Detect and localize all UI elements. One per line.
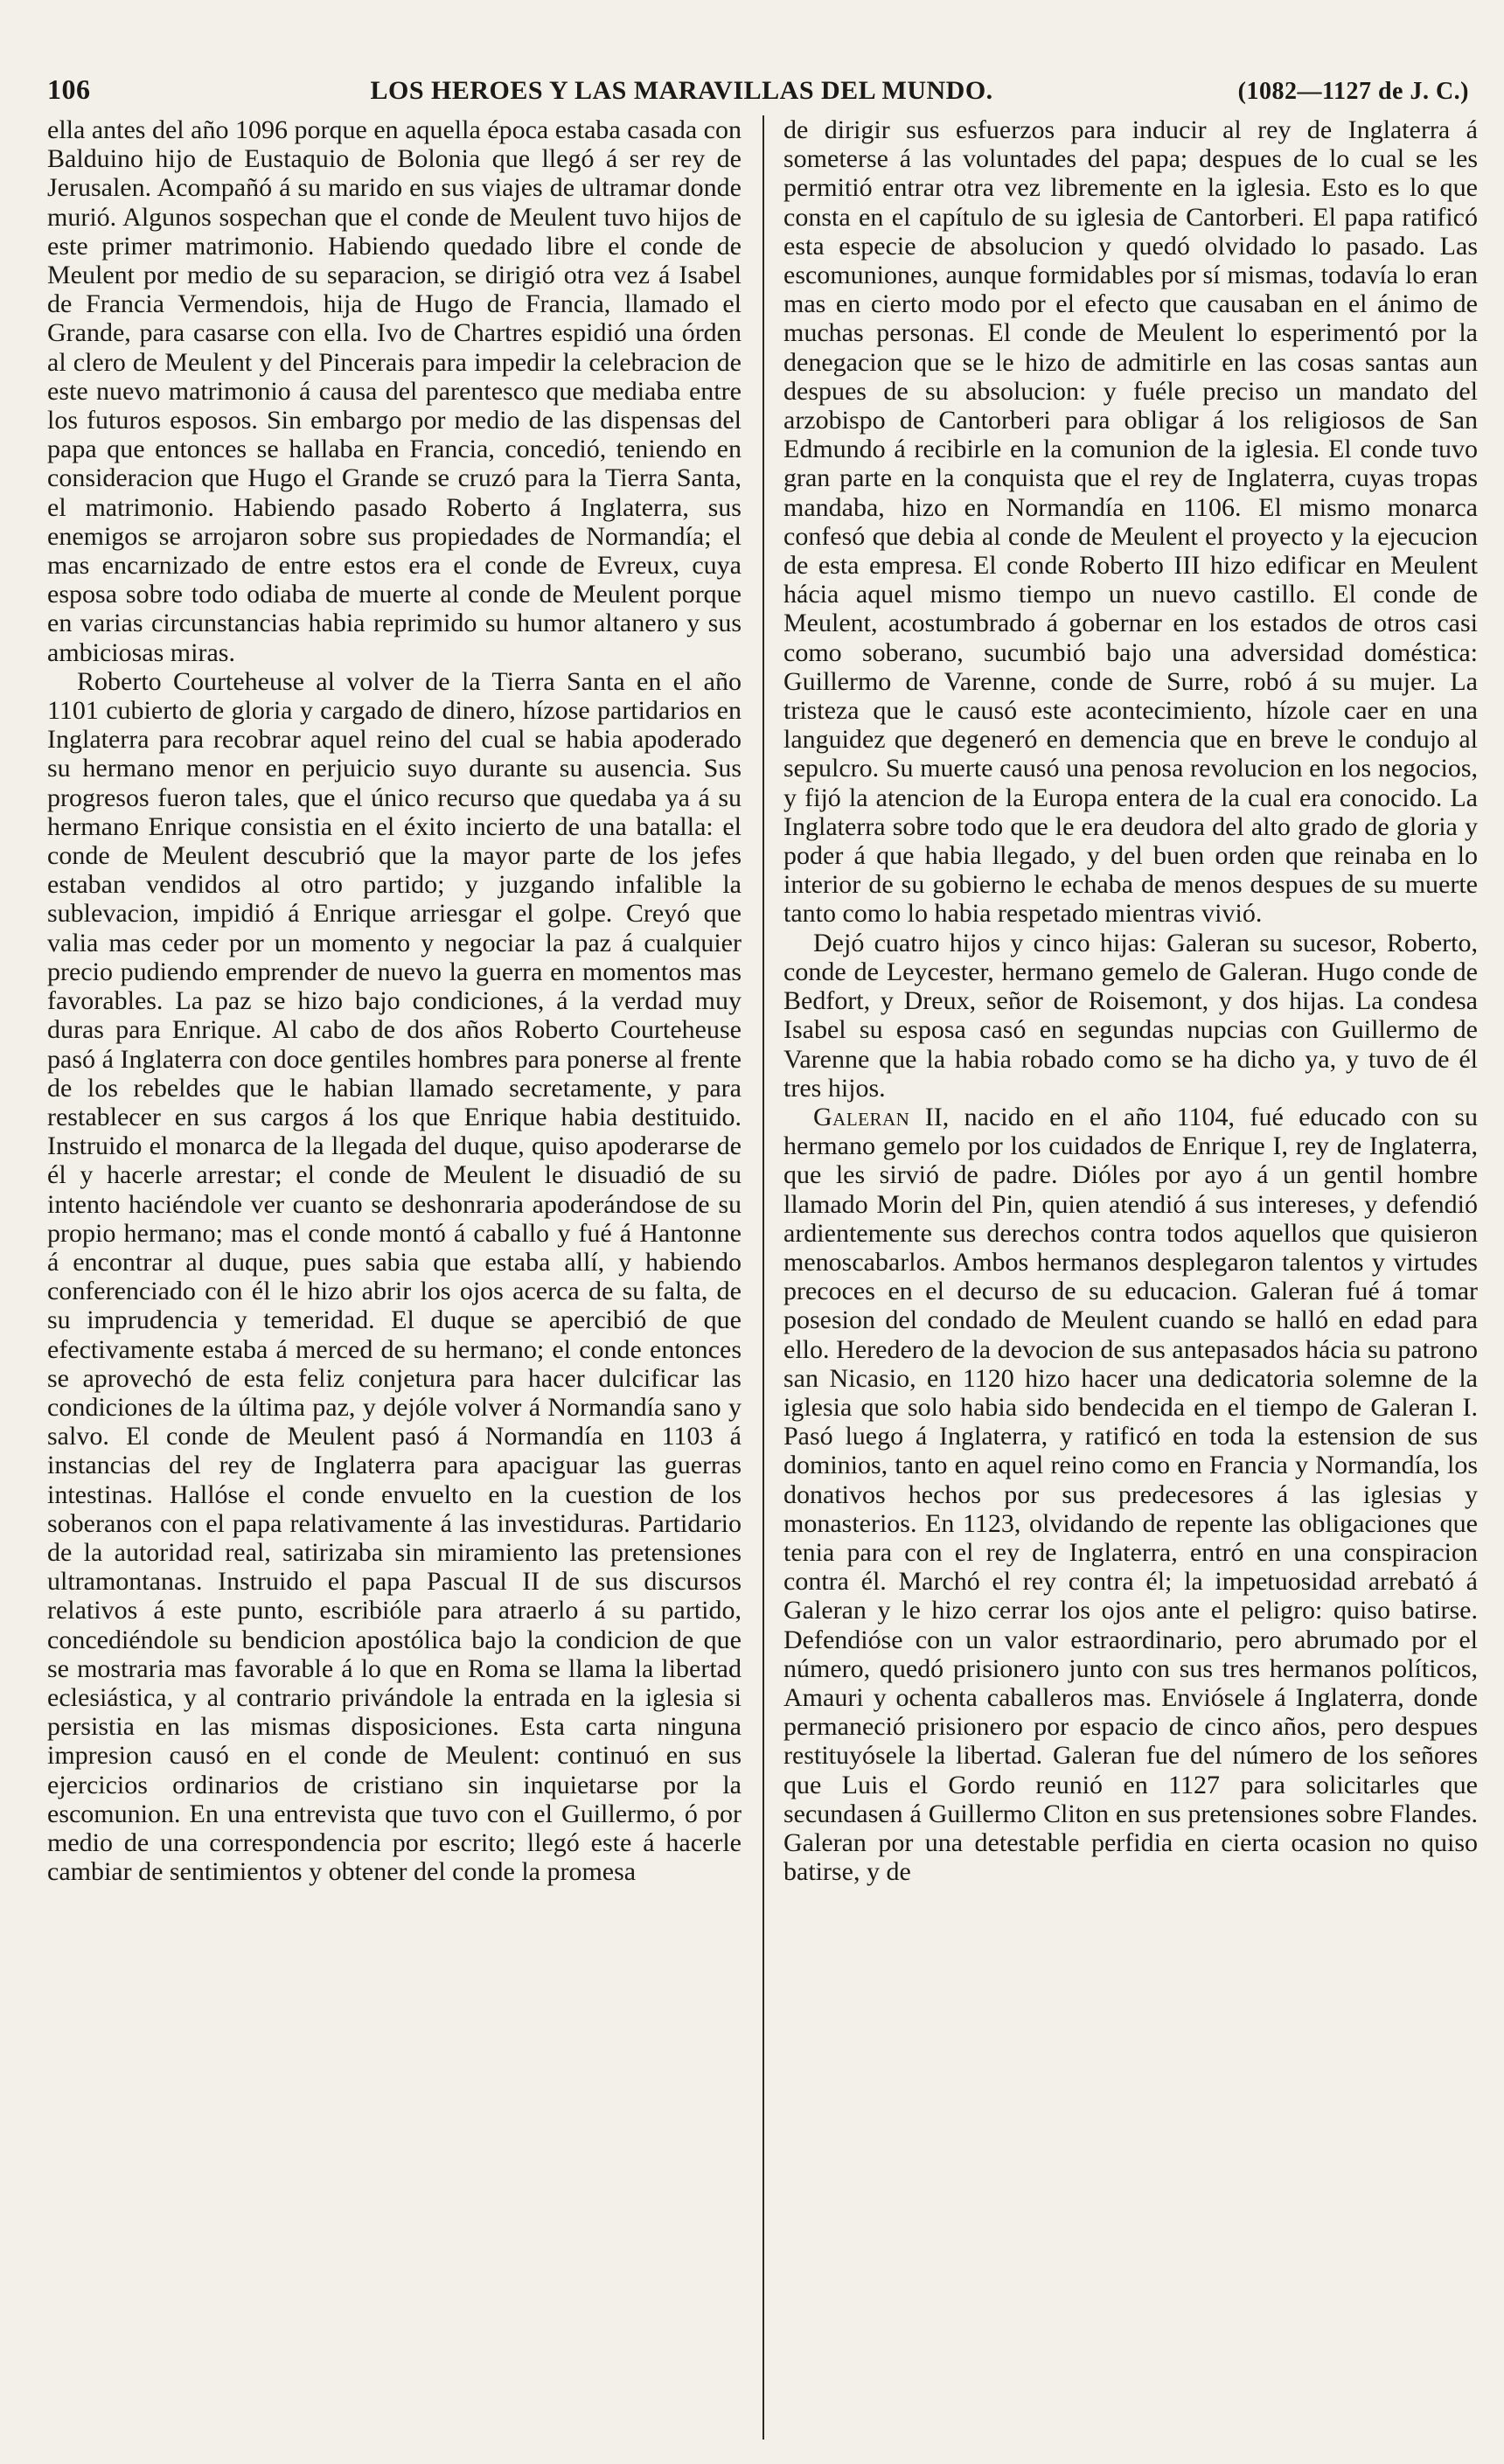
- right-column: [762, 115, 1478, 2440]
- date-range: (1082—1127 de J. C.): [1237, 78, 1469, 105]
- text-columns: [47, 115, 1478, 2440]
- right-paragraph-3-text: II, nacido en el año 1104, fué educado con su hermano gemelo por los cuidados de Enrique I, rey de Inglaterra, que les sirvió de padre. Dióles por ayo á un gentil hombre llamado Morin del Pin, quien atendió á sus intereses, y defendió ardientemente sus derechos contra todos aquellos que quisieron menoscabarlos. Ambos hermanos desplegaron talentos y virtudes precoces en el decurso de su educacion. Galeran fué á tomar posesion del condado de Meulent cuando se halló en edad para ello. Heredero de la devocion de sus antepasados hácia su patrono san Nicasio, en 1120 hizo hacer una dedicatoria solemne de la iglesia que solo habia sido bendecida en el tiempo de Galeran I. Pasó luego á Inglaterra, y ratificó en toda la estension de sus dominios, tanto en aquel reino como en Francia y Normandía, los donativos hechos por sus predecesores á las iglesias y monasterios. En 1123, olvidando de repente las obligaciones que tenia para con el rey de Inglaterra, entró en una conspiracion contra él. Marchó el rey contra él; la impetuosidad arrebató á Galeran y le hizo cerrar los ojos ante el peligro: quiso batirse. Defendióse con un valor estraordinario, pero abrumado por el número, quedó prisionero junto con sus tres hermanos políticos, Amauri y ochenta caballeros mas. Enviósele á Inglaterra, donde permaneció prisionero por espacio de cinco años, pero despues restituyósele la libertad. Galeran fue del número de los señores que Luis el Gordo reunió en 1127 para solicitarles que secundasen á Guillermo Cliton en sus pretensiones sobre Flandes. Galeran por una detestable perfidia en cierta ocasion no quiso batirse, y de: [783, 1102, 1478, 1887]
- running-header: [47, 73, 1469, 105]
- right-paragraph-2: Dejó cuatro hijos y cinco hijas: Galeran su sucesor, Roberto, conde de Leycester, hermano gemelo de Galeran. Hugo conde de Bedfort, y Dreux, señor de Roisemont, y dos hijas. La condesa Isabel su esposa casó en segundas nupcias con Guillermo de Varenne que la habia robado como se ha dicho ya, y tuvo de él tres hijos.: [783, 928, 1478, 1103]
- page-number: 106: [47, 73, 91, 105]
- left-paragraph-2: Roberto Courteheuse al volver de la Tierra Santa en el año 1101 cubierto de gloria y cargado de dinero, hízose partidarios en Inglaterra para recobrar aquel reino del cual se habia apoderado su hermano menor en perjuicio suyo durante su ausencia. Sus progresos fueron tales, que el único recurso que quedaba ya á su hermano Enrique consistia en el éxito incierto de una batalla: el conde de Meulent descubrió que la mayor parte de los jefes estaban vendidos al otro partido; y juzgando infalible la sublevacion, impidió á Enrique arriesgar el golpe. Creyó que valia mas ceder por un momento y negociar la paz á cualquier precio pudiendo emprender de nuevo la guerra en momentos mas favorables. La paz se hizo bajo condiciones, á la verdad muy duras para Enrique. Al cabo de dos años Roberto Courteheuse pasó á Inglaterra con doce gentiles hombres para ponerse al frente de los rebeldes que le habian llamado secretamente, y para restablecer en sus cargos á los que Enrique habia destituido. Instruido el monarca de la llegada del duque, quiso apoderarse de él y hacerle arrestar; el conde de Meulent le disuadió de su intento haciéndole ver cuanto se deshonraria apoderándose de su propio hermano; mas el conde montó á caballo y fué á Hantonne á encontrar al duque, pues sabia que estaba allí, y habiendo conferenciado con él le hizo abrir los ojos acerca de su falta, de su imprudencia y temeridad. El duque se apercibió de que efectivamente estaba á merced de su hermano; el conde entonces se aprovechó de esta feliz conjetura para hacer dulcificar las condiciones de la última paz, y dejóle volver á Normandía sano y salvo. El conde de Meulent pasó á Normandía en 1103 á instancias del rey de Inglaterra para apaciguar las guerras intestinas. Hallóse el conde envuelto en la cuestion de los soberanos con el papa relativamente á las investiduras. Partidario de la autoridad real, satirizaba sin miramiento las pretensiones ultramontanas. Instruido el papa Pascual II de sus discursos relativos á este punto, escribióle para atraerlo á su partido, concediéndole su bendicion apostólica bajo la condicion de que se mostraria mas favorable á lo que en Roma se llama la libertad eclesiástica, y al contrario privándole la entrada en la iglesia si persistia en las mismas disposiciones. Esta carta ninguna impresion causó en el conde de Meulent: continuó en sus ejercicios ordinarios de cristiano sin inquietarse por la escomunion. En una entrevista que tuvo con el Guillermo, ó por medio de una correspondencia por escrito; llegó este á hacerle cambiar de sentimientos y obtener del conde la promesa: [47, 666, 742, 1887]
- section-name-galeran: Galeran: [813, 1102, 910, 1131]
- left-column: [47, 115, 762, 2440]
- right-paragraph-3: [783, 1103, 1478, 1886]
- left-paragraph-1: ella antes del año 1096 porque en aquella época estaba casada con Balduino hijo de Eustaquio de Bolonia que llegó á ser rey de Jerusalen. Acompañó á su marido en sus viajes de ultramar donde murió. Algunos sospechan que el conde de Meulent tuvo hijos de este primer matrimonio. Habiendo quedado libre el conde de Meulent por medio de su separacion, se dirigió otra vez á Isabel de Francia Vermendois, hija de Hugo de Francia, llamado el Grande, para casarse con ella. Ivo de Chartres espidió una órden al clero de Meulent y del Pincerais para impedir la celebracion de este nuevo matrimonio á causa del parentesco que mediaba entre los futuros esposos. Sin embargo por medio de las dispensas del papa que entonces se hallaba en Francia, concedió, teniendo en consideracion que Hugo el Grande se cruzó para la Tierra Santa, el matrimonio. Habiendo pasado Roberto á Inglaterra, sus enemigos se arrojaron sobre sus propiedades de Normandía; el mas encarnizado de entre estos era el conde de Evreux, cuya esposa sobre todo odiaba de muerte al conde de Meulent porque en varias circunstancias habia reprimido su humor altanero y sus ambiciosas miras.: [47, 115, 742, 667]
- right-paragraph-1: de dirigir sus esfuerzos para inducir al rey de Inglaterra á someterse á las voluntades del papa; despues de lo cual se les permitió entrar otra vez libremente en la iglesia. Esto es lo que consta en el capítulo de su iglesia de Cantorberi. El papa ratificó esta especie de absolucion y quedó olvidado lo pasado. Las escomuniones, aunque formidables por sí mismas, todavía lo eran mas en cierto modo por el efecto que causaban en el ánimo de muchas personas. El conde de Meulent lo esperimentó por la denegacion que se le hizo de admitirle en las cosas santas aun despues de su absolucion: y fuéle preciso un mandato del arzobispo de Cantorberi para obligar á los religiosos de San Edmundo á recibirle en la comunion de la iglesia. El conde tuvo gran parte en la conquista que el rey de Inglaterra, cuyas tropas mandaba, hizo en Normandía en 1106. El mismo monarca confesó que debia al conde de Meulent el proyecto y la ejecucion de esta empresa. El conde Roberto III hizo edificar en Meulent hácia aquel mismo tiempo un nuevo castillo. El conde de Meulent, acostumbrado á gobernar en los estados de otros casi como soberano, sucumbió bajo una adversidad doméstica: Guillermo de Varenne, conde de Surre, robó á su mujer. La tristeza que le causó este acontecimiento, hízole caer en una languidez que degeneró en demencia que en breve le condujo al sepulcro. Su muerte causó una penosa revolucion en los negocios, y fijó la atencion de la Europa entera de la cual era conocido. La Inglaterra sobre todo que le era deudora del alto grado de gloria y poder á que habia llegado, y del buen orden que reinaba en lo interior de su gobierno le echaba de menos despues de su muerte tanto como lo habia respetado mientras vivió.: [783, 115, 1478, 929]
- running-title: LOS HEROES Y LAS MARAVILLAS DEL MUNDO.: [370, 76, 993, 105]
